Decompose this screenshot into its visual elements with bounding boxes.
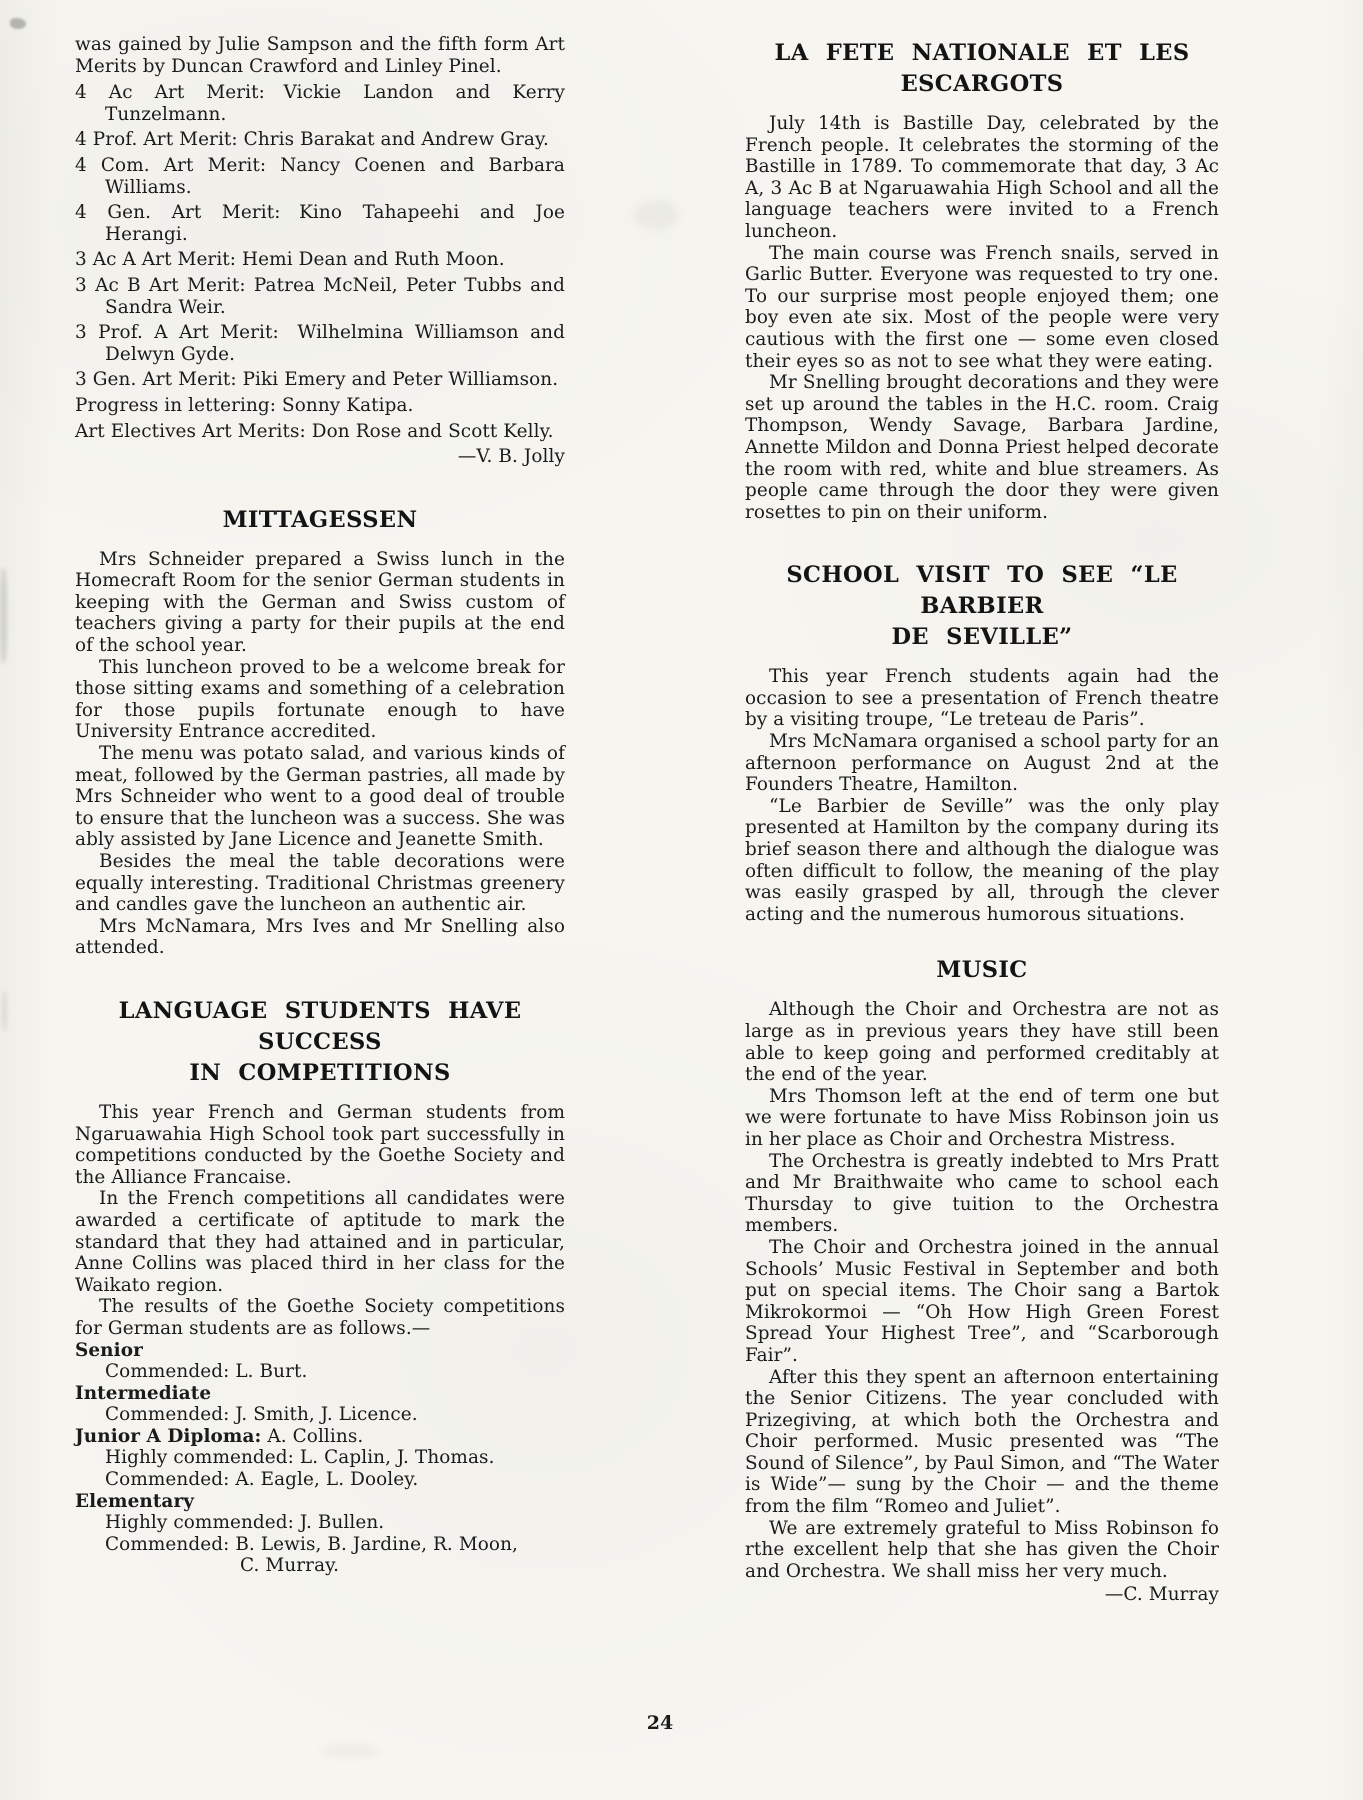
page-number: 24 — [646, 1712, 674, 1734]
paragraph: We are extremely grateful to Miss Robinson fo rthe excellent help that she has given the Choir and Orchestra. We shall miss her very much. — [745, 1517, 1219, 1582]
section-title-language — [75, 996, 565, 1089]
result-group-label: Intermediate — [75, 1382, 212, 1404]
result-entry: Highly commended: J. Bullen. — [105, 1512, 385, 1534]
section-title-barbier — [745, 560, 1219, 653]
paragraph: The main course was French snails, served in Garlic Butter. Everyone was requested to try one. To our surprise most people enjoyed them; one boy even ate six. Most of the people were very cautious with the first one — some even closed their eyes so as not to see what they were eating. — [745, 242, 1219, 372]
intro-paragraph: was gained by Julie Sampson and the fifth form Art Merits by Duncan Crawford and Linley Pinel. — [75, 34, 565, 77]
signature: —V. B. Jolly — [457, 446, 565, 468]
results-list — [75, 1340, 565, 1578]
signature: —C. Murray — [1104, 1584, 1219, 1606]
paragraph: “Le Barbier de Seville” was the only play presented at Hamilton by the company during its brief season there and although the dialogue was often difficult to follow, the meaning of the play was easily grasped by all, through the clever acting and the numerous humorous situations. — [745, 795, 1219, 925]
paragraph: The Choir and Orchestra joined in the annual Schools’ Music Festival in September and both put on special items. The Choir sang a Bartok Mikrokormoi — “Oh How High Green Forest Spread Your Highest Tree”, and “Scarborough Fair”. — [745, 1236, 1219, 1366]
merit-item: 4 Com. Art Merit: Nancy Coenen and Barbara Williams. — [75, 154, 565, 198]
paragraph: Mrs Schneider prepared a Swiss lunch in the Homecraft Room for the senior German students in keeping with the German and Swiss custom of teachers giving a party for their pupils at the end of the school year. — [75, 548, 565, 657]
result-entry: Commended: J. Smith, J. Licence. — [105, 1404, 418, 1426]
merit-item: 3 Ac B Art Merit: Patrea McNeil, Peter Tubbs and Sandra Weir. — [75, 274, 565, 318]
paragraph: Mrs Thomson left at the end of term one but we were fortunate to have Miss Robinson join us in her place as Choir and Orchestra Mistress. — [745, 1085, 1219, 1150]
paragraph: This year French and German students from Ngaruawahia High School took part successfully in competitions conducted by the Goethe Society and the Alliance Francaise. — [75, 1101, 565, 1188]
paragraph: This luncheon proved to be a welcome break for those sitting exams and something of a celebration for those pupils fortunate enough to have University Entrance accredited. — [75, 656, 565, 743]
paragraph: Although the Choir and Orchestra are not as large as in previous years they have still been able to keep going and performed creditably at the end of the year. — [745, 999, 1219, 1086]
result-label-bold: Junior A Diploma: — [75, 1425, 262, 1447]
paragraph: July 14th is Bastille Day, celebrated by the French people. It celebrates the storming of the Bastille in 1789. To commemorate that day, 3 Ac A, 3 Ac B at Ngaruawahia High School and all the language teachers were invited to a French luncheon. — [745, 113, 1219, 242]
title-line: LANGUAGE STUDENTS HAVE SUCCESS — [118, 997, 522, 1055]
paragraph: Mrs McNamara, Mrs Ives and Mr Snelling also attended. — [75, 915, 565, 959]
merit-item: 4 Gen. Art Merit: Kino Tahapeehi and Joe Herangi. — [75, 202, 565, 245]
title-line: DE SEVILLE” — [891, 624, 1073, 651]
result-entry: Commended: A. Eagle, L. Dooley. — [105, 1469, 419, 1491]
merit-item: Progress in lettering: Sonny Katipa. — [75, 394, 414, 416]
section-title-music: MUSIC — [936, 957, 1028, 984]
result-entry: Commended: L. Burt. — [105, 1361, 308, 1383]
title-line: ESCARGOTS — [900, 71, 1064, 97]
result-entry: Highly commended: L. Caplin, J. Thomas. — [105, 1447, 495, 1469]
merit-item: 3 Ac A Art Merit: Hemi Dean and Ruth Moon. — [75, 249, 505, 271]
section-title-mittagessen: MITTAGESSEN — [222, 506, 418, 533]
paragraph: This year French students again had the occasion to see a presentation of French theatre by a visiting troupe, “Le treteau de Paris”. — [745, 666, 1219, 731]
result-label-inline: A. Collins. — [267, 1425, 364, 1447]
paragraph: In the French competitions all candidates were awarded a certificate of aptitude to mark the standard that they had attained and in particular, Anne Collins was placed third in her class for the Waikato region. — [75, 1188, 565, 1296]
merit-item: 3 Gen. Art Merit: Piki Emery and Peter Williamson. — [75, 369, 559, 391]
result-entry: Commended: B. Lewis, B. Jardine, R. Moon, — [105, 1533, 518, 1555]
merit-item: 3 Prof. A Art Merit: Wilhelmina Williamson and Delwyn Gyde. — [75, 322, 565, 365]
scan-speck — [2, 990, 7, 1032]
paragraph: After this they spent an afternoon entertaining the Senior Citizens. The year concluded with Prizegiving, at which both the Orchestra and Choir performed. Music presented was “The Sound of Silence”, by Paul Simon, and “The Water is Wide”— sung by the Choir — and the theme from the film “Romeo and Juliet”. — [745, 1366, 1219, 1518]
art-merit-list — [75, 82, 565, 442]
paragraph: The Orchestra is greatly indebted to Mrs Pratt and Mr Braithwaite who came to school each Thursday to give tuition to the Orchestra members. — [745, 1150, 1219, 1237]
paragraph: Mr Snelling brought decorations and they were set up around the tables in the H.C. room. Craig Thompson, Wendy Savage, Barbara Jardine, Annette Mildon and Donna Priest helped decorate the room with red, white and blue streamers. As people came through the door they were given rosettes to pin on their uniform. — [745, 372, 1219, 523]
title-line: SCHOOL VISIT TO SEE “LE BARBIER — [786, 562, 1178, 620]
result-group-label — [75, 1426, 565, 1448]
scan-speck — [634, 200, 680, 230]
scan-speck — [10, 18, 26, 29]
section-title-fete — [745, 38, 1219, 100]
paragraph: The results of the Goethe Society competitions for German students are as follows.— — [75, 1296, 565, 1339]
scan-speck — [0, 568, 7, 663]
paragraph: Besides the meal the table decorations were equally interesting. Traditional Christmas greenery and candles gave the luncheon an authentic air. — [75, 851, 565, 916]
paragraph: Mrs McNamara organised a school party for an afternoon performance on August 2nd at the Founders Theatre, Hamilton. — [745, 731, 1219, 796]
right-column — [745, 38, 1219, 1606]
paragraph: The menu was potato salad, and various kinds of meat, followed by the German pastries, all made by Mrs Schneider who went to a good deal of trouble to ensure that the luncheon was a success. She was ably assisted by Jane Licence and Jeanette Smith. — [75, 743, 565, 851]
result-entry-continuation: C. Murray. — [240, 1555, 340, 1577]
scan-speck — [320, 1745, 380, 1757]
result-group-label: Elementary — [75, 1490, 195, 1512]
left-column — [75, 34, 565, 1577]
merit-item: Art Electives Art Merits: Don Rose and Scott Kelly. — [75, 420, 554, 442]
merit-item: 4 Ac Art Merit: Vickie Landon and Kerry Tunzelmann. — [75, 82, 565, 125]
result-group-label: Senior — [75, 1339, 143, 1361]
title-line: IN COMPETITIONS — [189, 1059, 451, 1086]
title-line: LA FETE NATIONALE ET LES — [774, 40, 1190, 66]
merit-item: 4 Prof. Art Merit: Chris Barakat and Andrew Gray. — [75, 129, 549, 151]
